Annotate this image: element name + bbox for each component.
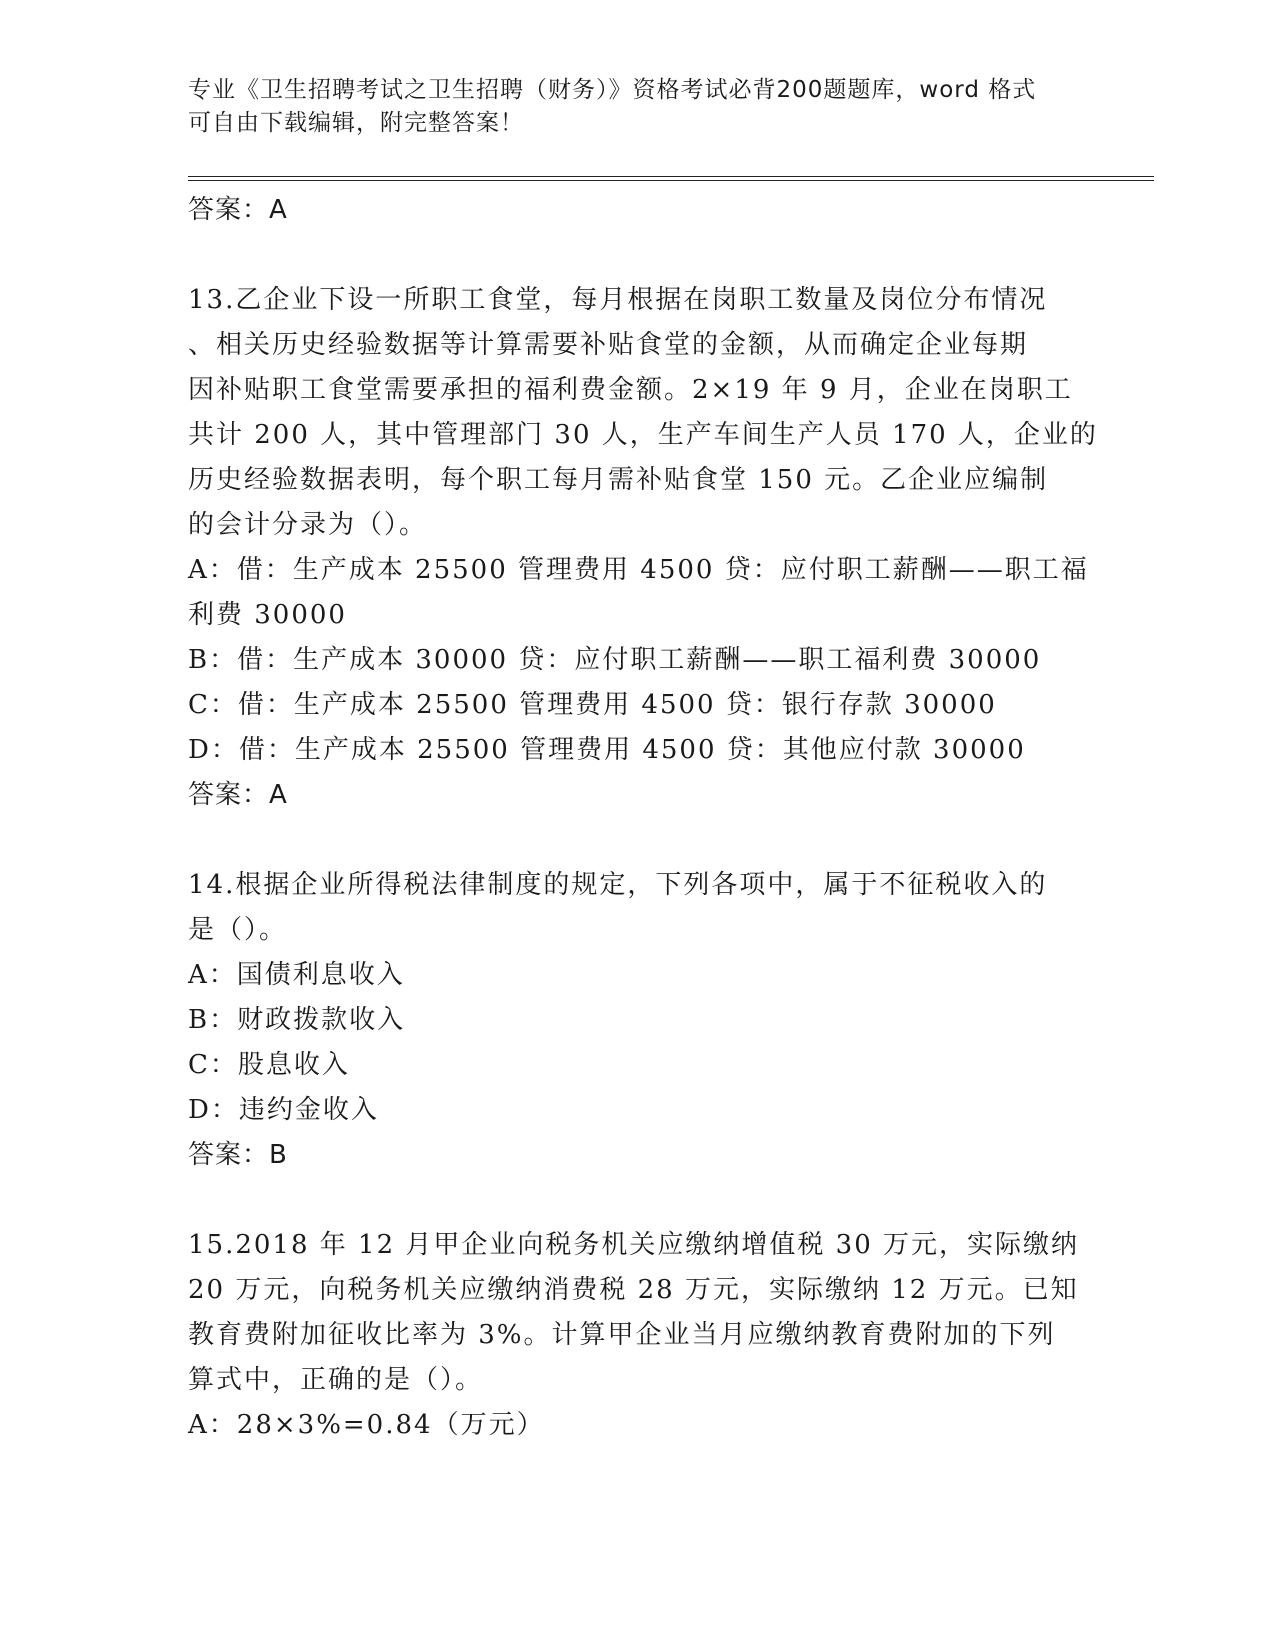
question-text-line: 共计 200 人，其中管理部门 30 人，生产车间生产人员 170 人，企业的 [188,420,1098,450]
question-text-line: 教育费附加征收比率为 3%。计算甲企业当月应缴纳教育费附加的下列 [188,1320,1056,1350]
answer-line: 答案：A [188,780,288,810]
option-line: C：借：生产成本 25500 管理费用 4500 贷：银行存款 30000 [188,690,997,720]
question-text-line: 20 万元，向税务机关应缴纳消费税 28 万元，实际缴纳 12 万元。已知 [188,1275,1079,1305]
option-line: C：股息收入 [188,1050,350,1080]
question-text-line: 、相关历史经验数据等计算需要补贴食堂的金额，从而确定企业每期 [188,330,1029,360]
question-text-line: 是（）。 [188,915,288,945]
question-text-line: 13.乙企业下设一所职工食堂，每月根据在岗职工数量及岗位分布情况 [188,285,1048,315]
option-line: D：借：生产成本 25500 管理费用 4500 贷：其他应付款 30000 [188,735,1026,765]
question-text-line: 15.2018 年 12 月甲企业向税务机关应缴纳增值税 30 万元，实际缴纳 [188,1230,1080,1260]
document-title-line-1: 专业《卫生招聘考试之卫生招聘（财务）》资格考试必背200题题库，word 格式 [188,77,1037,103]
option-line: 利费 30000 [188,600,347,630]
document-body [188,188,1098,1448]
page-header [188,74,1068,140]
document-title-line-2: 可自由下载编辑，附完整答案！ [188,110,524,136]
question-text-line: 的会计分录为（）。 [188,510,428,540]
option-line: D：违约金收入 [188,1095,379,1125]
header-divider [188,176,1154,181]
question-text-line: 算式中，正确的是（）。 [188,1365,484,1395]
question-14 [188,863,1088,1178]
answer-line: 答案：B [188,1140,288,1170]
question-text-line: 14.根据企业所得税法律制度的规定，下列各项中，属于不征税收入的 [188,870,1048,900]
option-line: A：借：生产成本 25500 管理费用 4500 贷：应付职工薪酬——职工福 [188,555,1089,585]
option-line: B：借：生产成本 30000 贷：应付职工薪酬——职工福利费 30000 [188,645,1042,675]
option-line: B：财政拨款收入 [188,1005,406,1035]
question-text-line: 因补贴职工食堂需要承担的福利费金额。2×19 年 9 月，企业在岗职工 [188,375,1073,405]
spacer [188,233,1088,278]
question-15 [188,1223,1088,1448]
question-text-line: 历史经验数据表明，每个职工每月需补贴食堂 150 元。乙企业应编制 [188,465,1049,495]
option-line: A：28×3%=0.84（万元） [188,1410,545,1440]
previous-answer: 答案：A [188,195,288,225]
spacer [188,1178,1088,1223]
spacer [188,818,1088,863]
question-13 [188,278,1098,818]
option-line: A：国债利息收入 [188,960,405,990]
